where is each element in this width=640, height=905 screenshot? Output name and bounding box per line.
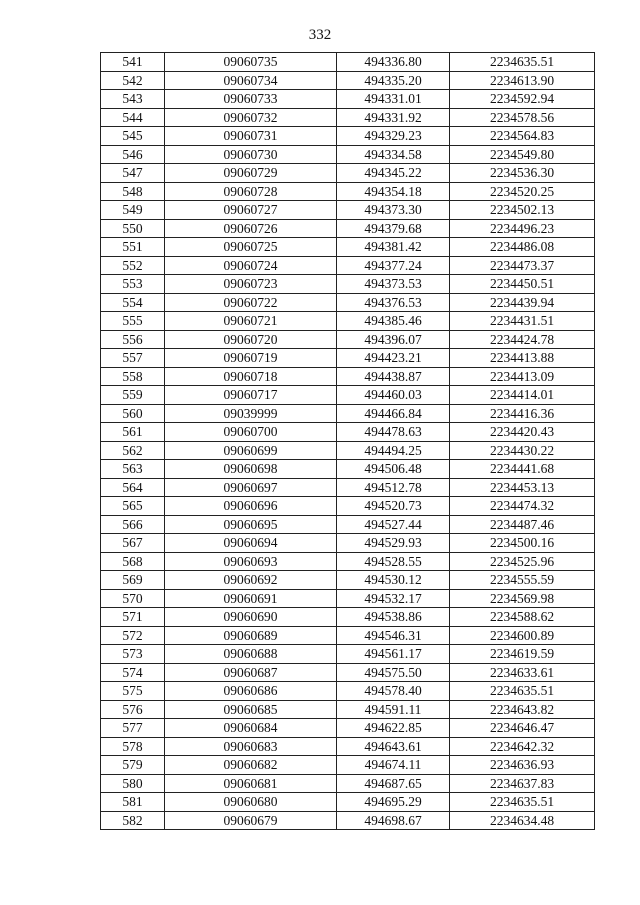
point-id-cell: 09060725 — [165, 238, 337, 257]
table-row — [101, 256, 595, 275]
row-number-cell: 573 — [101, 645, 165, 664]
x-coordinate-cell: 494643.61 — [337, 737, 450, 756]
x-coordinate-cell: 494622.85 — [337, 719, 450, 738]
y-coordinate-cell: 2234430.22 — [450, 441, 595, 460]
point-id-cell: 09060700 — [165, 423, 337, 442]
point-id-cell: 09060683 — [165, 737, 337, 756]
point-id-cell: 09060692 — [165, 571, 337, 590]
point-id-cell: 09060717 — [165, 386, 337, 405]
y-coordinate-cell: 2234592.94 — [450, 90, 595, 109]
row-number-cell: 544 — [101, 108, 165, 127]
table-row — [101, 71, 595, 90]
point-id-cell: 09060682 — [165, 756, 337, 775]
table-row — [101, 330, 595, 349]
table-row — [101, 774, 595, 793]
point-id-cell: 09060681 — [165, 774, 337, 793]
table-row — [101, 367, 595, 386]
x-coordinate-cell: 494494.25 — [337, 441, 450, 460]
x-coordinate-cell: 494591.11 — [337, 700, 450, 719]
row-number-cell: 547 — [101, 164, 165, 183]
table-row — [101, 145, 595, 164]
x-coordinate-cell: 494373.53 — [337, 275, 450, 294]
x-coordinate-cell: 494423.21 — [337, 349, 450, 368]
row-number-cell: 543 — [101, 90, 165, 109]
point-id-cell: 09060723 — [165, 275, 337, 294]
row-number-cell: 565 — [101, 497, 165, 516]
row-number-cell: 542 — [101, 71, 165, 90]
row-number-cell: 559 — [101, 386, 165, 405]
point-id-cell: 09060719 — [165, 349, 337, 368]
y-coordinate-cell: 2234496.23 — [450, 219, 595, 238]
row-number-cell: 558 — [101, 367, 165, 386]
point-id-cell: 09060735 — [165, 53, 337, 72]
row-number-cell: 568 — [101, 552, 165, 571]
table-row — [101, 589, 595, 608]
table-row — [101, 737, 595, 756]
point-id-cell: 09060734 — [165, 71, 337, 90]
point-id-cell: 09060695 — [165, 515, 337, 534]
x-coordinate-cell: 494334.58 — [337, 145, 450, 164]
y-coordinate-cell: 2234453.13 — [450, 478, 595, 497]
x-coordinate-cell: 494578.40 — [337, 682, 450, 701]
point-id-cell: 09060689 — [165, 626, 337, 645]
row-number-cell: 557 — [101, 349, 165, 368]
x-coordinate-cell: 494575.50 — [337, 663, 450, 682]
x-coordinate-cell: 494546.31 — [337, 626, 450, 645]
y-coordinate-cell: 2234473.37 — [450, 256, 595, 275]
point-id-cell: 09060733 — [165, 90, 337, 109]
y-coordinate-cell: 2234646.47 — [450, 719, 595, 738]
y-coordinate-cell: 2234613.90 — [450, 71, 595, 90]
table-row — [101, 515, 595, 534]
y-coordinate-cell: 2234642.32 — [450, 737, 595, 756]
table-row — [101, 219, 595, 238]
x-coordinate-cell: 494527.44 — [337, 515, 450, 534]
point-id-cell: 09060729 — [165, 164, 337, 183]
x-coordinate-cell: 494530.12 — [337, 571, 450, 590]
point-id-cell: 09039999 — [165, 404, 337, 423]
y-coordinate-cell: 2234555.59 — [450, 571, 595, 590]
point-id-cell: 09060724 — [165, 256, 337, 275]
point-id-cell: 09060730 — [165, 145, 337, 164]
point-id-cell: 09060694 — [165, 534, 337, 553]
y-coordinate-cell: 2234441.68 — [450, 460, 595, 479]
y-coordinate-cell: 2234500.16 — [450, 534, 595, 553]
row-number-cell: 567 — [101, 534, 165, 553]
x-coordinate-cell: 494460.03 — [337, 386, 450, 405]
x-coordinate-cell: 494695.29 — [337, 793, 450, 812]
y-coordinate-cell: 2234564.83 — [450, 127, 595, 146]
x-coordinate-cell: 494529.93 — [337, 534, 450, 553]
x-coordinate-cell: 494377.24 — [337, 256, 450, 275]
x-coordinate-cell: 494506.48 — [337, 460, 450, 479]
y-coordinate-cell: 2234487.46 — [450, 515, 595, 534]
x-coordinate-cell: 494698.67 — [337, 811, 450, 830]
point-id-cell: 09060687 — [165, 663, 337, 682]
row-number-cell: 548 — [101, 182, 165, 201]
table-row — [101, 700, 595, 719]
y-coordinate-cell: 2234578.56 — [450, 108, 595, 127]
row-number-cell: 571 — [101, 608, 165, 627]
row-number-cell: 554 — [101, 293, 165, 312]
point-id-cell: 09060690 — [165, 608, 337, 627]
table-row — [101, 293, 595, 312]
table-row — [101, 164, 595, 183]
x-coordinate-cell: 494335.20 — [337, 71, 450, 90]
point-id-cell: 09060691 — [165, 589, 337, 608]
row-number-cell: 561 — [101, 423, 165, 442]
y-coordinate-cell: 2234619.59 — [450, 645, 595, 664]
table-row — [101, 811, 595, 830]
x-coordinate-cell: 494561.17 — [337, 645, 450, 664]
table-row — [101, 571, 595, 590]
table-row — [101, 478, 595, 497]
x-coordinate-cell: 494336.80 — [337, 53, 450, 72]
y-coordinate-cell: 2234431.51 — [450, 312, 595, 331]
page-number: 332 — [308, 27, 332, 43]
y-coordinate-cell: 2234502.13 — [450, 201, 595, 220]
x-coordinate-cell: 494331.01 — [337, 90, 450, 109]
table-row — [101, 312, 595, 331]
point-id-cell: 09060696 — [165, 497, 337, 516]
y-coordinate-cell: 2234416.36 — [450, 404, 595, 423]
x-coordinate-cell: 494379.68 — [337, 219, 450, 238]
point-id-cell: 09060698 — [165, 460, 337, 479]
row-number-cell: 581 — [101, 793, 165, 812]
row-number-cell: 580 — [101, 774, 165, 793]
point-id-cell: 09060697 — [165, 478, 337, 497]
table-row — [101, 386, 595, 405]
x-coordinate-cell: 494381.42 — [337, 238, 450, 257]
x-coordinate-cell: 494354.18 — [337, 182, 450, 201]
x-coordinate-cell: 494532.17 — [337, 589, 450, 608]
row-number-cell: 577 — [101, 719, 165, 738]
x-coordinate-cell: 494512.78 — [337, 478, 450, 497]
y-coordinate-cell: 2234600.89 — [450, 626, 595, 645]
table-row — [101, 423, 595, 442]
y-coordinate-cell: 2234450.51 — [450, 275, 595, 294]
y-coordinate-cell: 2234634.48 — [450, 811, 595, 830]
y-coordinate-cell: 2234486.08 — [450, 238, 595, 257]
row-number-cell: 564 — [101, 478, 165, 497]
x-coordinate-cell: 494478.63 — [337, 423, 450, 442]
x-coordinate-cell: 494538.86 — [337, 608, 450, 627]
x-coordinate-cell: 494466.84 — [337, 404, 450, 423]
table-row — [101, 756, 595, 775]
point-id-cell: 09060693 — [165, 552, 337, 571]
point-id-cell: 09060718 — [165, 367, 337, 386]
row-number-cell: 541 — [101, 53, 165, 72]
table-row — [101, 460, 595, 479]
point-id-cell: 09060732 — [165, 108, 337, 127]
x-coordinate-cell: 494329.23 — [337, 127, 450, 146]
table-row — [101, 441, 595, 460]
row-number-cell: 553 — [101, 275, 165, 294]
table-row — [101, 719, 595, 738]
table-row — [101, 108, 595, 127]
y-coordinate-cell: 2234413.09 — [450, 367, 595, 386]
point-id-cell: 09060722 — [165, 293, 337, 312]
row-number-cell: 576 — [101, 700, 165, 719]
y-coordinate-cell: 2234536.30 — [450, 164, 595, 183]
table-row — [101, 238, 595, 257]
table-row — [101, 793, 595, 812]
x-coordinate-cell: 494520.73 — [337, 497, 450, 516]
table-row — [101, 349, 595, 368]
table-row — [101, 404, 595, 423]
point-id-cell: 09060686 — [165, 682, 337, 701]
row-number-cell: 575 — [101, 682, 165, 701]
row-number-cell: 549 — [101, 201, 165, 220]
row-number-cell: 546 — [101, 145, 165, 164]
y-coordinate-cell: 2234569.98 — [450, 589, 595, 608]
point-id-cell: 09060728 — [165, 182, 337, 201]
row-number-cell: 550 — [101, 219, 165, 238]
x-coordinate-cell: 494345.22 — [337, 164, 450, 183]
row-number-cell: 551 — [101, 238, 165, 257]
point-id-cell: 09060721 — [165, 312, 337, 331]
table-row — [101, 497, 595, 516]
row-number-cell: 569 — [101, 571, 165, 590]
row-number-cell: 570 — [101, 589, 165, 608]
point-id-cell: 09060685 — [165, 700, 337, 719]
y-coordinate-cell: 2234439.94 — [450, 293, 595, 312]
x-coordinate-cell: 494687.65 — [337, 774, 450, 793]
point-id-cell: 09060731 — [165, 127, 337, 146]
table-row — [101, 201, 595, 220]
y-coordinate-cell: 2234549.80 — [450, 145, 595, 164]
row-number-cell: 572 — [101, 626, 165, 645]
row-number-cell: 552 — [101, 256, 165, 275]
y-coordinate-cell: 2234635.51 — [450, 53, 595, 72]
point-id-cell: 09060688 — [165, 645, 337, 664]
table-row — [101, 534, 595, 553]
y-coordinate-cell: 2234525.96 — [450, 552, 595, 571]
y-coordinate-cell: 2234636.93 — [450, 756, 595, 775]
table-row — [101, 645, 595, 664]
point-id-cell: 09060680 — [165, 793, 337, 812]
x-coordinate-cell: 494438.87 — [337, 367, 450, 386]
point-id-cell: 09060679 — [165, 811, 337, 830]
coordinates-table-body — [101, 53, 595, 830]
x-coordinate-cell: 494396.07 — [337, 330, 450, 349]
x-coordinate-cell: 494376.53 — [337, 293, 450, 312]
table-row — [101, 663, 595, 682]
x-coordinate-cell: 494528.55 — [337, 552, 450, 571]
table-row — [101, 608, 595, 627]
row-number-cell: 566 — [101, 515, 165, 534]
point-id-cell: 09060726 — [165, 219, 337, 238]
row-number-cell: 574 — [101, 663, 165, 682]
table-row — [101, 127, 595, 146]
x-coordinate-cell: 494373.30 — [337, 201, 450, 220]
y-coordinate-cell: 2234413.88 — [450, 349, 595, 368]
x-coordinate-cell: 494331.92 — [337, 108, 450, 127]
row-number-cell: 578 — [101, 737, 165, 756]
row-number-cell: 563 — [101, 460, 165, 479]
x-coordinate-cell: 494674.11 — [337, 756, 450, 775]
point-id-cell: 09060684 — [165, 719, 337, 738]
table-row — [101, 552, 595, 571]
y-coordinate-cell: 2234424.78 — [450, 330, 595, 349]
y-coordinate-cell: 2234633.61 — [450, 663, 595, 682]
row-number-cell: 556 — [101, 330, 165, 349]
row-number-cell: 579 — [101, 756, 165, 775]
y-coordinate-cell: 2234635.51 — [450, 682, 595, 701]
y-coordinate-cell: 2234420.43 — [450, 423, 595, 442]
y-coordinate-cell: 2234414.01 — [450, 386, 595, 405]
table-row — [101, 626, 595, 645]
y-coordinate-cell: 2234520.25 — [450, 182, 595, 201]
y-coordinate-cell: 2234635.51 — [450, 793, 595, 812]
table-row — [101, 275, 595, 294]
row-number-cell: 555 — [101, 312, 165, 331]
point-id-cell: 09060699 — [165, 441, 337, 460]
row-number-cell: 582 — [101, 811, 165, 830]
coordinates-table — [100, 52, 595, 830]
point-id-cell: 09060720 — [165, 330, 337, 349]
table-row — [101, 682, 595, 701]
row-number-cell: 560 — [101, 404, 165, 423]
y-coordinate-cell: 2234637.83 — [450, 774, 595, 793]
table-row — [101, 53, 595, 72]
table-row — [101, 182, 595, 201]
row-number-cell: 545 — [101, 127, 165, 146]
point-id-cell: 09060727 — [165, 201, 337, 220]
row-number-cell: 562 — [101, 441, 165, 460]
y-coordinate-cell: 2234474.32 — [450, 497, 595, 516]
y-coordinate-cell: 2234643.82 — [450, 700, 595, 719]
y-coordinate-cell: 2234588.62 — [450, 608, 595, 627]
x-coordinate-cell: 494385.46 — [337, 312, 450, 331]
table-row — [101, 90, 595, 109]
